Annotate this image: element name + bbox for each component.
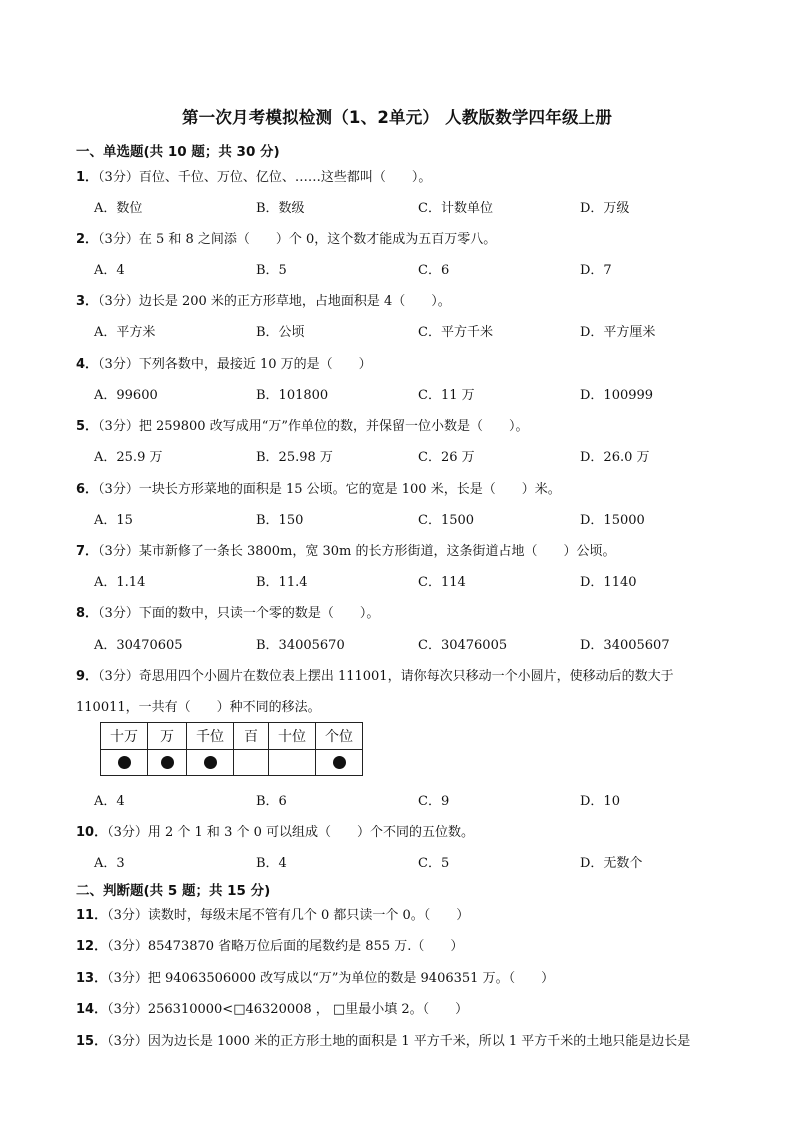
question-number: 12． bbox=[76, 939, 108, 954]
question-text: （3分）某市新修了一条长 3800m，宽 30m 的长方形街道，这条街道占地（ ）公顷。 bbox=[98, 544, 616, 559]
option-c[interactable]: C．9 bbox=[418, 794, 450, 809]
option-a[interactable]: A．99600 bbox=[94, 388, 158, 403]
option-c[interactable]: C．5 bbox=[418, 856, 450, 871]
question-7 bbox=[76, 540, 616, 559]
question-number: 3． bbox=[76, 294, 99, 309]
option-b[interactable]: B．公顷 bbox=[256, 325, 305, 340]
option-a[interactable]: A．数位 bbox=[94, 201, 143, 216]
question-10-options bbox=[94, 852, 734, 872]
page-title: 第一次月考模拟检测（1、2单元） 人教版数学四年级上册 bbox=[181, 108, 613, 127]
option-d[interactable]: D．7 bbox=[580, 263, 612, 278]
question-number: 15． bbox=[76, 1034, 108, 1049]
option-b[interactable]: B．数级 bbox=[256, 201, 305, 216]
question-text: （3分）百位、千位、万位、亿位、……这些都叫（ ）。 bbox=[98, 170, 432, 185]
question-1 bbox=[76, 166, 431, 185]
option-b[interactable]: B．34005670 bbox=[256, 638, 345, 653]
option-a[interactable]: A．30470605 bbox=[94, 638, 183, 653]
question-number: 6． bbox=[76, 482, 99, 497]
question-8-options bbox=[94, 634, 734, 654]
question-4-options bbox=[94, 384, 734, 404]
option-c[interactable]: C．114 bbox=[418, 575, 466, 590]
question-6 bbox=[76, 478, 561, 497]
question-text: （3分）把 94063506000 改写成以“万”为单位的数是 9406351 万。（ ） bbox=[107, 971, 555, 986]
question-2 bbox=[76, 228, 496, 247]
option-b[interactable]: B．101800 bbox=[256, 388, 329, 403]
question-text: （3分）下列各数中，最接近 10 万的是（ ） bbox=[98, 357, 372, 372]
option-b[interactable]: B．25.98 万 bbox=[256, 450, 333, 465]
option-b[interactable]: B．6 bbox=[256, 794, 287, 809]
question-number: 8． bbox=[76, 606, 99, 621]
place-header-ten-thousands: 万 bbox=[148, 723, 187, 750]
option-d[interactable]: D．34005607 bbox=[580, 638, 670, 653]
counter-dot bbox=[161, 756, 174, 769]
place-cell-hundred-thousands bbox=[101, 750, 148, 776]
question-number: 13． bbox=[76, 971, 108, 986]
place-cell-tens bbox=[269, 750, 316, 776]
question-5-options bbox=[94, 446, 734, 466]
option-b[interactable]: B．4 bbox=[256, 856, 287, 871]
question-15 bbox=[76, 1030, 690, 1049]
place-value-dot-row bbox=[101, 750, 363, 776]
place-cell-thousands bbox=[187, 750, 234, 776]
question-number: 2． bbox=[76, 232, 99, 247]
option-b[interactable]: B．150 bbox=[256, 513, 304, 528]
question-14 bbox=[76, 998, 468, 1017]
question-number: 9． bbox=[76, 669, 99, 684]
question-7-options bbox=[94, 571, 734, 591]
place-value-header-row bbox=[101, 723, 363, 750]
question-text: （3分）奇思用四个小圆片在数位表上摆出 111001，请你每次只移动一个小圆片，使移动后的数大于 bbox=[98, 669, 674, 684]
question-9 bbox=[76, 665, 674, 684]
place-value-table bbox=[100, 722, 363, 776]
question-number: 7． bbox=[76, 544, 99, 559]
counter-dot bbox=[204, 756, 217, 769]
option-c[interactable]: C．6 bbox=[418, 263, 450, 278]
option-a[interactable]: A．15 bbox=[94, 513, 133, 528]
question-text: （3分）因为边长是 1000 米的正方形土地的面积是 1 平方千米，所以 1 平方千米的土地只能是边长是 bbox=[107, 1034, 691, 1049]
option-c[interactable]: C．30476005 bbox=[418, 638, 508, 653]
question-text: （3分）下面的数中，只读一个零的数是（ ）。 bbox=[98, 606, 380, 621]
place-header-thousands: 千位 bbox=[187, 723, 234, 750]
question-number: 11． bbox=[76, 908, 108, 923]
counter-dot bbox=[118, 756, 131, 769]
question-text: （3分）用 2 个 1 和 3 个 0 可以组成（ ）个不同的五位数。 bbox=[107, 825, 475, 840]
question-number: 14． bbox=[76, 1002, 108, 1017]
option-d[interactable]: D．10 bbox=[580, 794, 620, 809]
question-number: 5． bbox=[76, 419, 99, 434]
section-heading-true-false: 二、判断题(共 5 题；共 15 分) bbox=[76, 883, 271, 899]
option-a[interactable]: A．3 bbox=[94, 856, 125, 871]
question-text: （3分）一块长方形菜地的面积是 15 公顷。它的宽是 100 米，长是（ ）米。 bbox=[98, 482, 561, 497]
option-b[interactable]: B．5 bbox=[256, 263, 287, 278]
question-11 bbox=[76, 904, 469, 923]
question-number: 10． bbox=[76, 825, 108, 840]
option-c[interactable]: C．11 万 bbox=[418, 388, 475, 403]
option-c[interactable]: C．计数单位 bbox=[418, 201, 493, 216]
option-c[interactable]: C．26 万 bbox=[418, 450, 475, 465]
question-6-options bbox=[94, 509, 734, 529]
place-header-tens: 十位 bbox=[269, 723, 316, 750]
option-a[interactable]: A．1.14 bbox=[94, 575, 146, 590]
place-cell-ten-thousands bbox=[148, 750, 187, 776]
question-9-options bbox=[94, 790, 734, 810]
option-a[interactable]: A．4 bbox=[94, 794, 125, 809]
question-text: （3分）把 259800 改写成用“万”作单位的数，并保留一位小数是（ ）。 bbox=[98, 419, 529, 434]
option-c[interactable]: C．平方千米 bbox=[418, 325, 493, 340]
question-1-options bbox=[94, 197, 734, 217]
place-header-hundreds: 百 bbox=[234, 723, 269, 750]
option-d[interactable]: D．平方厘米 bbox=[580, 325, 656, 340]
question-4 bbox=[76, 353, 372, 372]
question-12 bbox=[76, 935, 463, 954]
option-d[interactable]: D．无数个 bbox=[580, 856, 643, 871]
option-a[interactable]: A．4 bbox=[94, 263, 125, 278]
question-8 bbox=[76, 602, 379, 621]
question-9-continuation: 110011，一共有（ ）种不同的移法。 bbox=[76, 700, 321, 715]
option-c[interactable]: C．1500 bbox=[418, 513, 475, 528]
question-text: （3分）256310000<□46320008 ， □里最小填 2。（ ） bbox=[107, 1002, 469, 1017]
option-a[interactable]: A．平方米 bbox=[94, 325, 156, 340]
place-cell-hundreds bbox=[234, 750, 269, 776]
option-d[interactable]: D．1140 bbox=[580, 575, 637, 590]
place-header-ones: 个位 bbox=[316, 723, 363, 750]
question-text: （3分）85473870 省略万位后面的尾数约是 855 万.（ ） bbox=[107, 939, 464, 954]
option-a[interactable]: A．25.9 万 bbox=[94, 450, 163, 465]
option-d[interactable]: D．15000 bbox=[580, 513, 645, 528]
question-10 bbox=[76, 821, 474, 840]
question-number: 4． bbox=[76, 357, 99, 372]
option-d[interactable]: D．万级 bbox=[580, 201, 630, 216]
question-5 bbox=[76, 415, 529, 434]
question-3 bbox=[76, 290, 451, 309]
option-d[interactable]: D．100999 bbox=[580, 388, 654, 403]
question-13 bbox=[76, 967, 554, 986]
option-b[interactable]: B．11.4 bbox=[256, 575, 308, 590]
counter-dot bbox=[333, 756, 346, 769]
question-number: 1． bbox=[76, 170, 99, 185]
question-text: （3分）边长是 200 米的正方形草地，占地面积是 4（ ）。 bbox=[98, 294, 451, 309]
question-2-options bbox=[94, 259, 734, 279]
question-3-options bbox=[94, 321, 734, 341]
place-cell-ones bbox=[316, 750, 363, 776]
place-header-hundred-thousands: 十万 bbox=[101, 723, 148, 750]
question-text: （3分）在 5 和 8 之间添（ ）个 0，这个数才能成为五百万零八。 bbox=[98, 232, 497, 247]
section-heading-single-choice: 一、单选题(共 10 题；共 30 分) bbox=[76, 144, 280, 160]
question-text: （3分）读数时，每级末尾不管有几个 0 都只读一个 0。（ ） bbox=[107, 908, 470, 923]
option-d[interactable]: D．26.0 万 bbox=[580, 450, 650, 465]
